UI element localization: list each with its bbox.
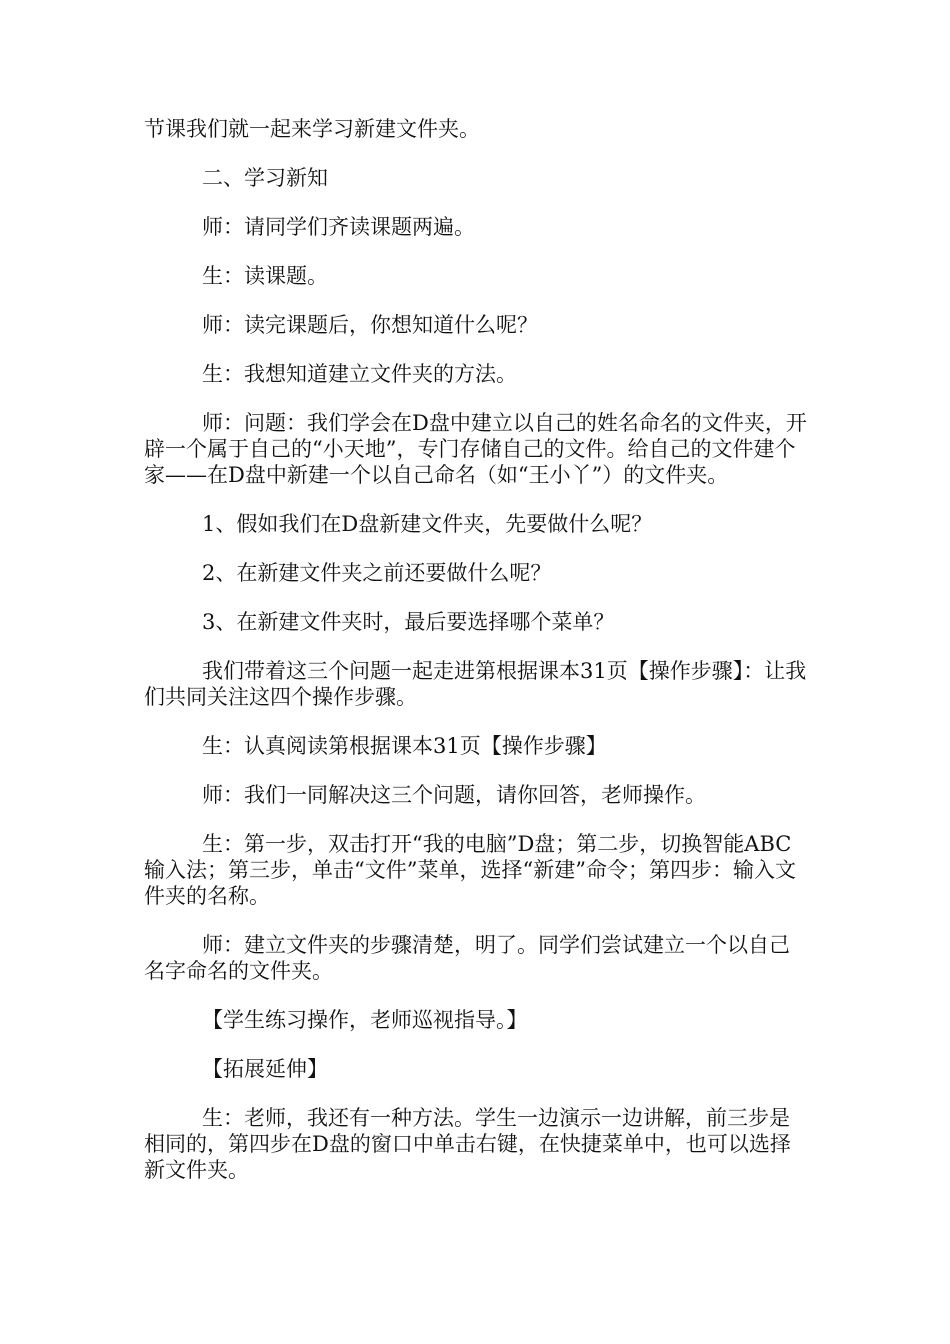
- paragraph-question-3: 3、在新建文件夹时，最后要选择哪个菜单？: [202, 610, 615, 634]
- document-body: [144, 116, 810, 1206]
- paragraph-teacher-try: 师：建立文件夹的步骤清楚，明了。同学们尝试建立一个以自己名字命名的文件夹。: [144, 933, 790, 983]
- paragraph-textbook-steps: 我们带着这三个问题一起走进第根据课本31页【操作步骤】：让我们共同关注这四个操作步骤。: [144, 659, 807, 709]
- paragraph-student-steps: 生：第一步，双击打开“我的电脑”D盘；第二步，切换智能ABC输入法；第三步，单击“文件”菜单，选择“新建”命令；第四步：输入文件夹的名称。: [144, 832, 796, 908]
- paragraph-question-2: 2、在新建文件夹之前还要做什么呢？: [202, 561, 552, 585]
- paragraph-teacher-question: 师：读完课题后，你想知道什么呢？: [202, 313, 538, 337]
- section-heading-learn-new: 二、学习新知: [202, 166, 328, 190]
- paragraph-student-read-title: 生：读课题。: [202, 264, 328, 288]
- paragraph-intro-continuation: 节课我们就一起来学习新建文件夹。: [144, 117, 480, 141]
- section-heading-extension: 【拓展延伸】: [202, 1057, 328, 1081]
- paragraph-teacher-problem: 师：问题：我们学会在D盘中建立以自己的姓名命名的文件夹，开辟一个属于自己的“小天地”，专门存储自己的文件。给自己的文件建个家——在D盘中新建一个以自己命名（如“王小丫”）的文件夹。: [144, 411, 807, 487]
- paragraph-teacher-solve: 师：我们一同解决这三个问题，请你回答，老师操作。: [202, 783, 706, 807]
- paragraph-student-read-steps: 生：认真阅读第根据课本31页【操作步骤】: [202, 734, 607, 758]
- paragraph-student-another-method: 生：老师，我还有一种方法。学生一边演示一边讲解，前三步是相同的，第四步在D盘的窗口中单击右键，在快捷菜单中，也可以选择新文件夹。: [144, 1106, 791, 1182]
- paragraph-student-answer: 生：我想知道建立文件夹的方法。: [202, 362, 517, 386]
- paragraph-practice-note: 【学生练习操作，老师巡视指导。】: [202, 1008, 528, 1032]
- paragraph-question-1: 1、假如我们在D盘新建文件夹，先要做什么呢？: [202, 512, 653, 536]
- paragraph-teacher-read-title: 师：请同学们齐读课题两遍。: [202, 215, 475, 239]
